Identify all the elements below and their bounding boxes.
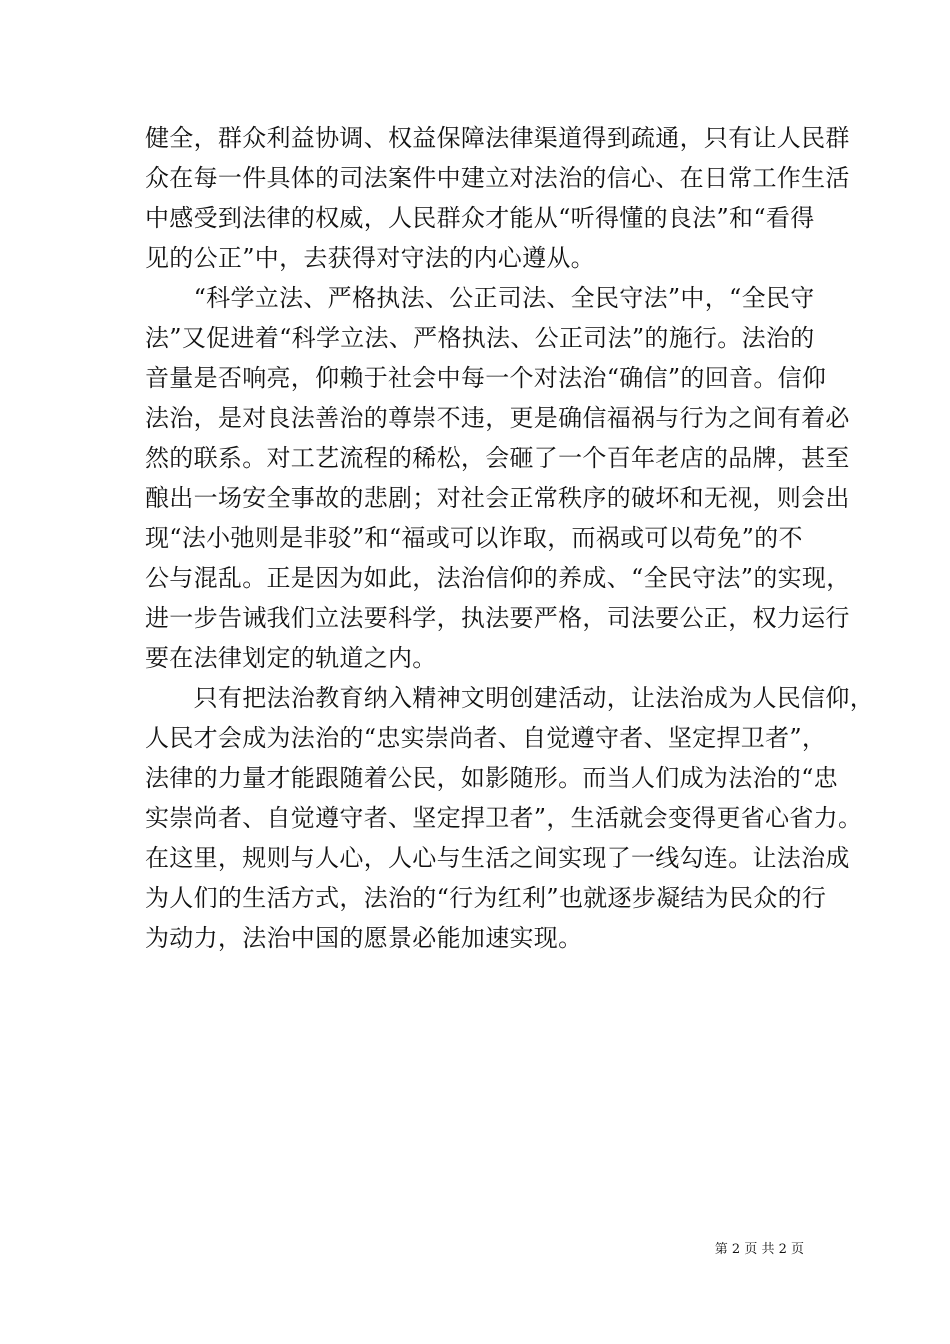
text-line: 法”又促进着“科学立法、严格执法、公正司法”的施行。法治的: [145, 324, 815, 352]
text-line: 法律的力量才能跟随着公民，如影随形。而当人们成为法治的“忠: [145, 764, 838, 792]
text-line: 实崇尚者、自觉遵守者、坚定捍卫者”，生活就会变得更省心省力。: [145, 804, 863, 832]
text-line: 人民才会成为法治的“忠实崇尚者、自觉遵守者、坚定捍卫者”，: [145, 724, 827, 752]
text-line: 为动力，法治中国的愿景必能加速实现。: [145, 924, 583, 952]
text-line: 众在每一件具体的司法案件中建立对法治的信心、在日常工作生活: [145, 164, 850, 192]
text-line: 音量是否响亮，仰赖于社会中每一个对法治“确信”的回音。信仰: [145, 364, 827, 392]
text-line: 只有把法治教育纳入精神文明创建活动，让法治成为人民信仰，: [145, 684, 874, 712]
text-line: 酿出一场安全事故的悲剧；对社会正常秩序的破坏和无视，则会出: [145, 484, 850, 512]
text-line: 法治，是对良法善治的尊崇不违，更是确信福祸与行为之间有着必: [145, 404, 850, 432]
text-line: “科学立法、严格执法、公正司法、全民守法”中，“全民守: [145, 284, 815, 312]
text-line: 进一步告诫我们立法要科学，执法要严格，司法要公正，权力运行: [145, 604, 850, 632]
text-line: 在这里，规则与人心，人心与生活之间实现了一线勾连。让法治成: [145, 844, 850, 872]
text-line: 为人们的生活方式，法治的“行为红利”也就逐步凝结为民众的行: [145, 884, 827, 912]
text-line: 要在法律划定的轨道之内。: [145, 644, 437, 672]
document-body: [145, 118, 874, 958]
text-line: 然的联系。对工艺流程的稀松，会砸了一个百年老店的品牌，甚至: [145, 444, 850, 472]
text-line: 现“法小弛则是非驳”和“福或可以诈取，而祸或可以苟免”的不: [145, 524, 803, 552]
page-number-footer: 第 2 页 共 2 页: [714, 1242, 804, 1257]
text-line: 中感受到法律的权威，人民群众才能从“听得懂的良法”和“看得: [145, 204, 815, 232]
text-line: 公与混乱。正是因为如此，法治信仰的养成、“全民守法”的实现，: [145, 564, 851, 592]
text-line: 健全，群众利益协调、权益保障法律渠道得到疏通，只有让人民群: [145, 124, 850, 152]
text-line: 见的公正”中，去获得对守法的内心遵从。: [145, 244, 595, 272]
